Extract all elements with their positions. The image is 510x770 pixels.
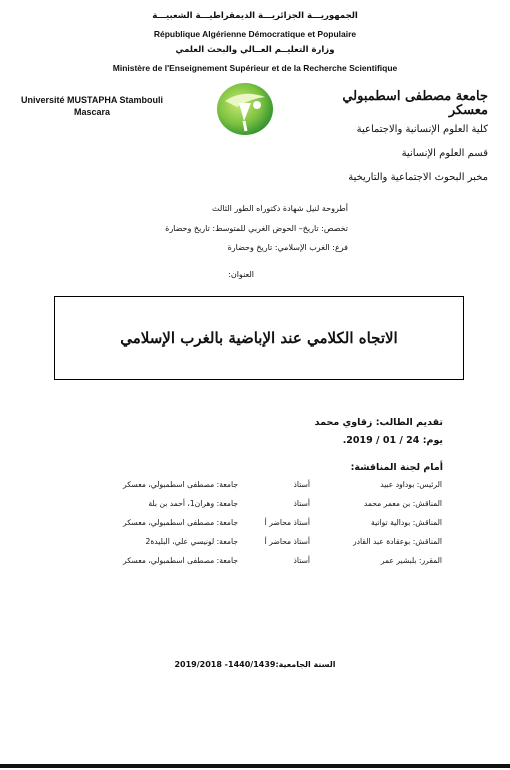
title-label: العنوان: [228, 270, 254, 279]
jury-member-name: الرئيس: بوداود عبيد [380, 480, 442, 489]
university-fr-line1: Université MUSTAPHA Stambouli [20, 95, 164, 105]
jury-member-name: المناقش: بن معمر محمد [363, 499, 442, 508]
jury-heading: أمام لجنة المناقشة: [350, 462, 443, 473]
thesis-title-box [54, 296, 464, 380]
thesis-branch: فرع: الغرب الإسلامي: تاريخ وحضارة [227, 243, 348, 252]
defense-date: يوم: 24 / 01 / 2019. [342, 435, 443, 446]
thesis-title: الاتجاه الكلامي عند الإباضية بالغرب الإسلامي [120, 329, 398, 347]
jury-member-name: المقرر: بلبشير عمر [380, 556, 442, 565]
jury-member-rank: أستاذ [293, 556, 310, 565]
page-bottom-border [0, 764, 510, 768]
jury-row [90, 537, 442, 551]
thesis-degree: أطروحة لنيل شهادة دكتوراه الطور الثالث [212, 204, 348, 213]
university-fr-line2: Mascara [73, 107, 111, 117]
jury-member-rank: أستاذ محاضر أ [264, 518, 310, 527]
republic-title-arabic: الجمهوريـــة الجزائريـــة الديمقراطيـــة الشعبيـــة [152, 11, 358, 21]
university-logo-icon [213, 81, 277, 137]
department-name: قسم العلوم الإنسانية [401, 148, 488, 159]
academic-year: السنة الجامعية:1440/1439- 2019/2018 [174, 660, 336, 669]
jury-row [90, 499, 442, 513]
jury-row [90, 518, 442, 532]
jury-member-institution: جامعة: وهران1، أحمد بن بلة [148, 499, 238, 508]
ministry-title-french: Ministère de l'Enseignement Supérieur et de la Recherche Scientifique [112, 63, 398, 73]
jury-row [90, 480, 442, 494]
jury-member-rank: أستاذ [293, 499, 310, 508]
university-name-arabic [328, 90, 488, 118]
candidate-name: تقديم الطالب: زقاوي محمد [314, 417, 443, 428]
faculty-name: كلية العلوم الإنسانية والاجتماعية [356, 124, 488, 135]
thesis-specialty: تخصص: تاريخ– الحوض الغربي للمتوسط: تاريخ وحضارة [165, 224, 348, 233]
university-ar-line2: معسكر [448, 103, 488, 118]
jury-member-rank: أستاذ [293, 480, 310, 489]
jury-member-rank: أستاذ محاضر أ [264, 537, 310, 546]
jury-member-institution: جامعة: لونيسي علي، البليدة2 [145, 537, 238, 546]
university-ar-line1: جامعة مصطفى اسطمبولي [342, 89, 488, 104]
jury-member-name: المناقش: بودالية تواتية [371, 518, 442, 527]
jury-row [90, 556, 442, 570]
republic-title-french: République Algérienne Démocratique et Populaire [153, 29, 357, 39]
ministry-title-arabic: وزارة التعليــم العــالي والبحث العلمي [175, 45, 335, 55]
university-name-french [8, 94, 176, 118]
lab-name: مخبر البحوث الاجتماعية والتاريخية [348, 172, 488, 183]
jury-member-name: المناقش: بوعقادة عبد القادر [352, 537, 442, 546]
jury-member-institution: جامعة: مصطفى اسطمبولي، معسكر [123, 480, 238, 489]
jury-member-institution: جامعة: مصطفى اسطمبولي، معسكر [123, 556, 238, 565]
jury-member-institution: جامعة: مصطفى اسطمبولي، معسكر [123, 518, 238, 527]
